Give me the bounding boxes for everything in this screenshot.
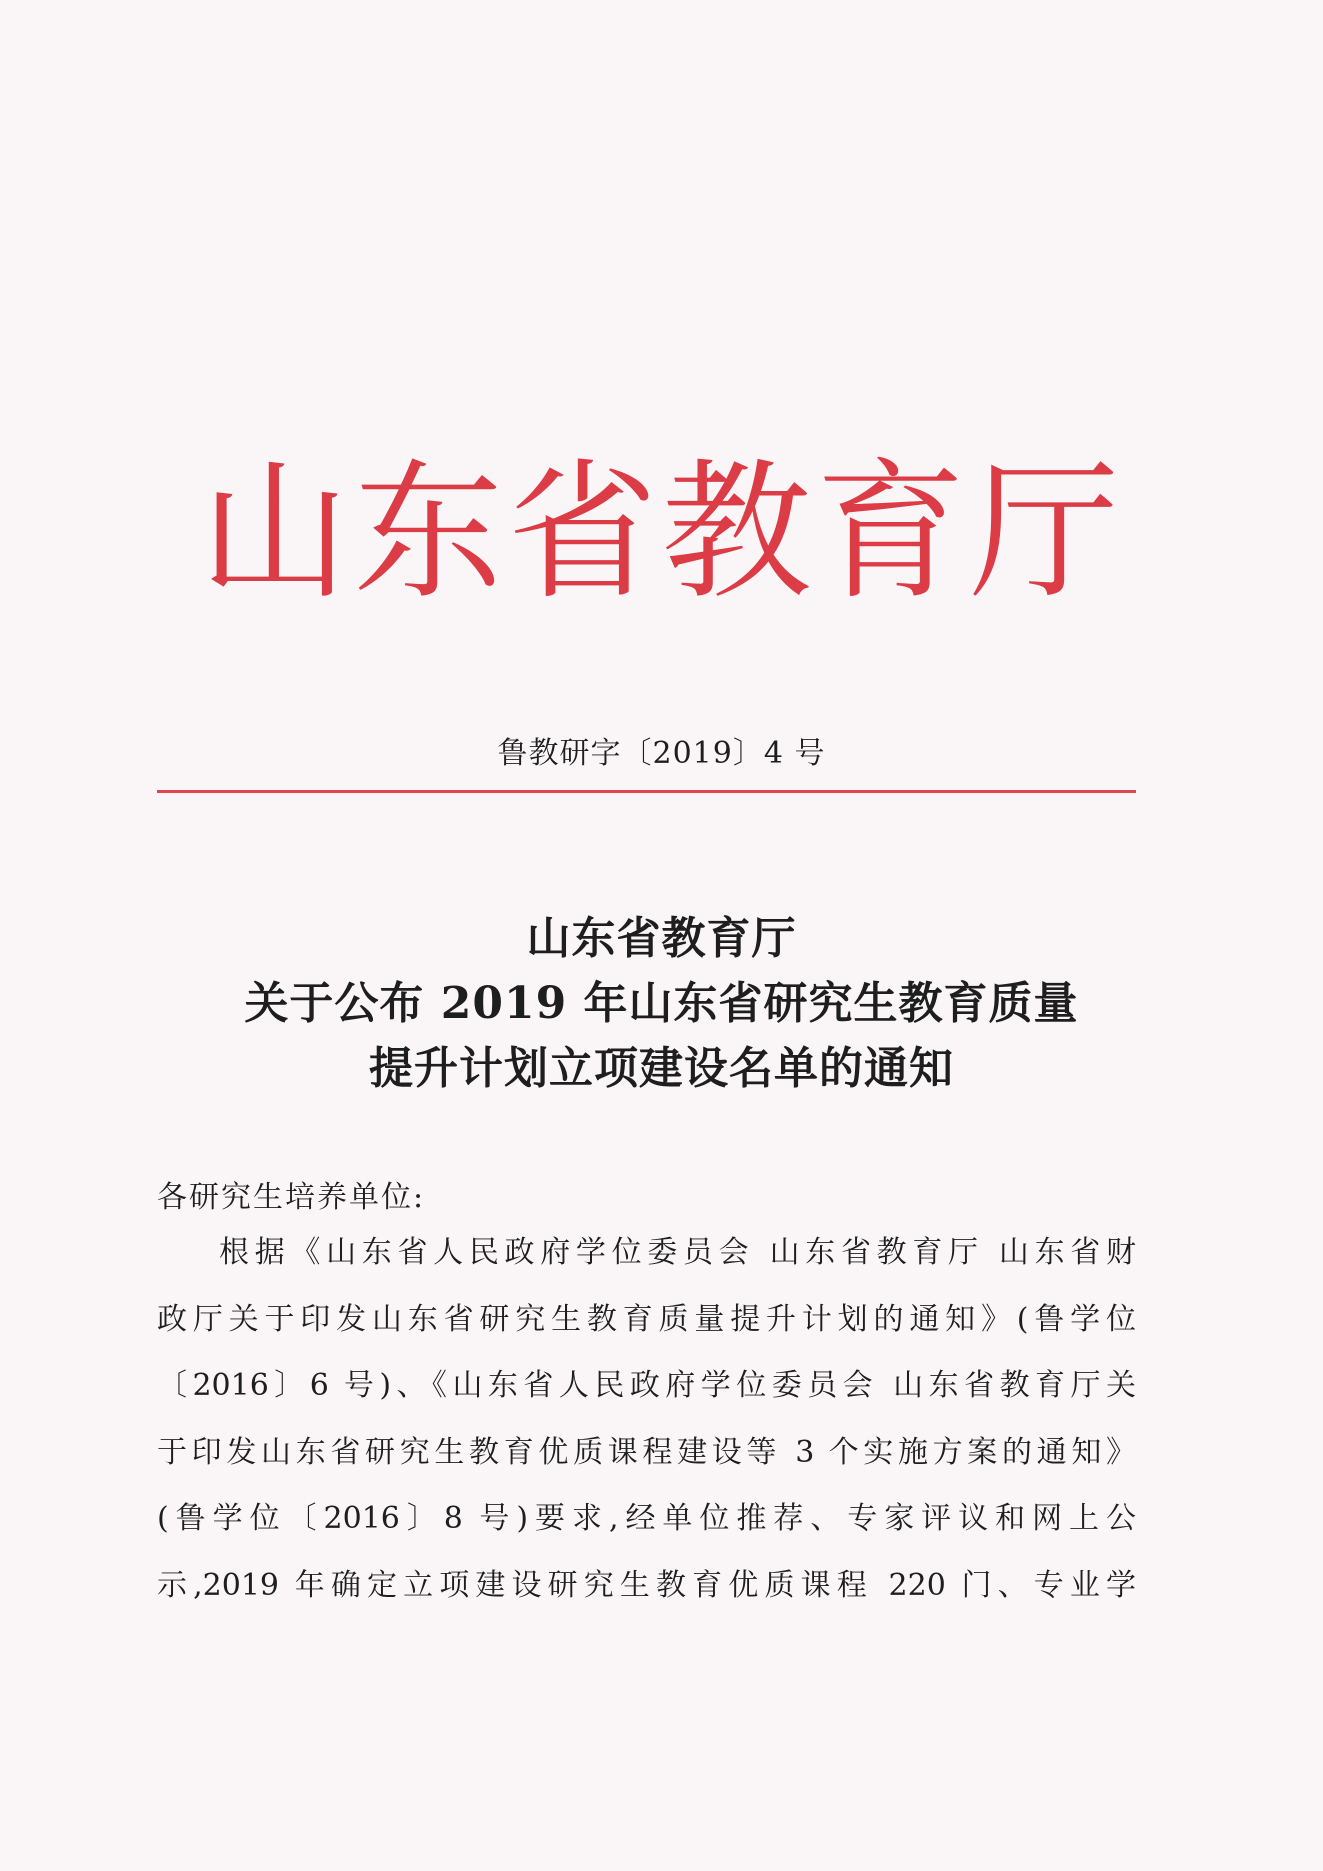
title-line-3: 提升计划立项建设名单的通知 <box>369 1043 954 1094</box>
title-line-1: 山东省教育厅 <box>526 913 797 964</box>
salutation: 各研究生培养单位: <box>157 1180 426 1215</box>
body-line-3: 〔2016〕6 号)、《山东省人民政府学位委员会 山东省教育厅关 <box>157 1368 1136 1403</box>
red-divider-line <box>157 790 1136 793</box>
body-paragraph <box>157 1220 1136 1619</box>
body-line-5: (鲁学位〔2016〕8 号)要求,经单位推荐、专家评议和网上公 <box>157 1501 1136 1536</box>
document-title <box>0 906 1323 1101</box>
title-line-2: 关于公布 2019 年山东省研究生教育质量 <box>244 978 1079 1029</box>
body-line-4: 于印发山东省研究生教育优质课程建设等 3 个实施方案的通知》 <box>157 1434 1136 1470</box>
body-line-1: 根据《山东省人民政府学位委员会 山东省教育厅 山东省财 <box>219 1235 1136 1270</box>
document-number: 鲁教研字〔2019〕4 号 <box>497 736 826 771</box>
issuer-letterhead: 山东省教育厅 <box>199 446 1124 620</box>
body-line-2: 政厅关于印发山东省研究生教育质量提升计划的通知》(鲁学位 <box>157 1301 1136 1337</box>
body-line-6: 示,2019 年确定立项建设研究生教育优质课程 220 门、专业学 <box>157 1567 1136 1603</box>
